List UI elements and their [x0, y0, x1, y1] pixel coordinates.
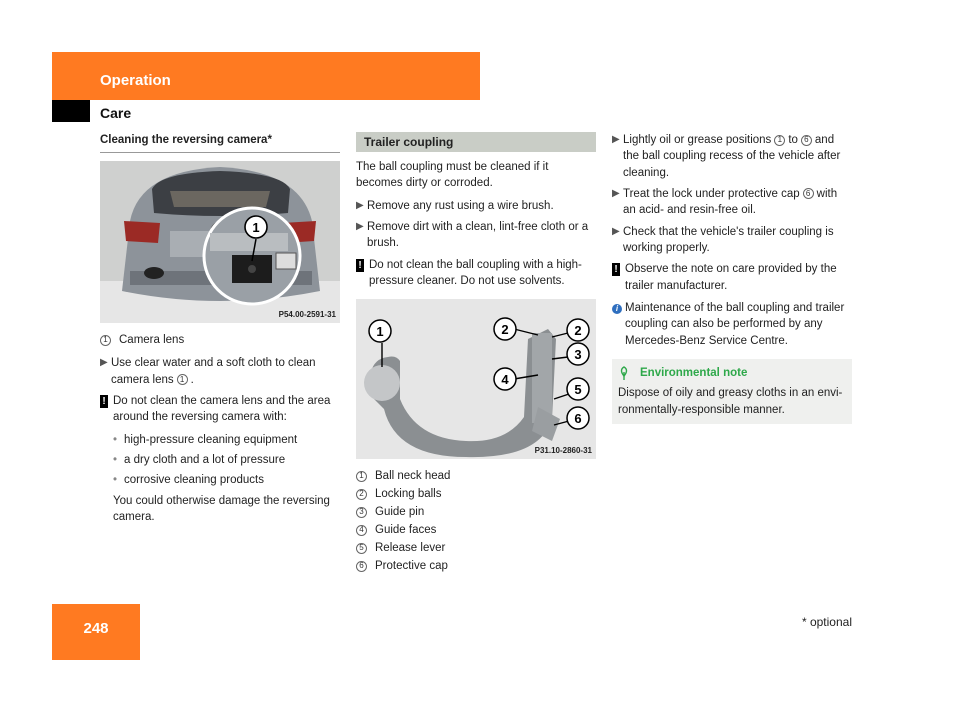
- legend-number: 2: [356, 489, 367, 500]
- camera-legend: [100, 331, 340, 349]
- bullet-text: corrosive cleaning products: [124, 474, 264, 487]
- instruction-step: [356, 219, 596, 252]
- step-arrow-icon: ▶: [612, 225, 620, 237]
- coupling-illustration: [356, 299, 596, 459]
- warning-text: Observe the note on care provided by the trailer manufacturer.: [625, 263, 837, 292]
- step-arrow-icon: ▶: [356, 199, 364, 211]
- legend-item: [356, 467, 596, 485]
- page-number: 248: [83, 620, 109, 637]
- legend-number: 1: [100, 335, 111, 346]
- instruction-step: [100, 355, 340, 388]
- warning-note: [612, 261, 852, 294]
- callout-3: 3: [574, 347, 582, 363]
- closing-text: You could otherwise damage the reversing camera.: [113, 494, 330, 523]
- warning-note: [356, 257, 596, 290]
- legend-item: [356, 485, 596, 503]
- info-note: [612, 300, 852, 349]
- instruction-step: [612, 186, 852, 219]
- callout-2b: 2: [574, 323, 582, 339]
- bullet-icon: •: [113, 433, 118, 446]
- photo-callout-1: 1: [252, 220, 260, 236]
- right-column: [612, 132, 852, 424]
- reversing-camera-photo: [100, 161, 340, 323]
- callout-6: 6: [574, 411, 582, 427]
- warning-icon: !: [100, 395, 108, 408]
- section-title: Operation: [100, 72, 171, 89]
- trailer-coupling-heading: Trailer coupling: [356, 132, 596, 152]
- legend-item: [356, 557, 596, 575]
- inline-number: 1: [774, 135, 785, 146]
- warning-note: [100, 393, 340, 426]
- bullet-item: [100, 452, 340, 468]
- middle-column: [356, 132, 596, 575]
- step-arrow-icon: ▶: [612, 187, 620, 199]
- step-arrow-icon: ▶: [612, 134, 620, 145]
- step-text: to: [788, 134, 798, 146]
- environmental-note-box: [612, 359, 852, 424]
- header-marker: [52, 100, 90, 122]
- warning-text: Do not clean the camera lens and the area around the reversing camera with:: [113, 394, 331, 424]
- step-text: Remove dirt with a clean, lint-free cloth or a brush.: [367, 220, 589, 250]
- step-arrow-icon: ▶: [356, 220, 364, 232]
- bullet-text: a dry cloth and a lot of pressure: [124, 453, 286, 466]
- bullet-icon: •: [113, 474, 118, 487]
- optional-footnote: * optional: [801, 615, 852, 629]
- callout-4: 4: [501, 372, 509, 388]
- instruction-step: [612, 224, 852, 257]
- trailer-coupling-photo: [356, 299, 596, 459]
- coupling-legend: [356, 467, 596, 575]
- legend-item: [100, 331, 340, 349]
- leaf-icon: [618, 366, 630, 380]
- legend-label: Locking balls: [375, 488, 442, 501]
- bullet-icon: •: [113, 453, 118, 466]
- legend-number: 6: [356, 561, 367, 572]
- legend-number: 5: [356, 543, 367, 554]
- legend-label: Guide faces: [375, 524, 437, 537]
- inline-number: 6: [803, 188, 814, 199]
- bullet-item: [100, 432, 340, 448]
- environmental-note-heading: [618, 365, 846, 381]
- left-column: [100, 132, 340, 531]
- camera-cleaning-heading: Cleaning the reversing camera*: [100, 132, 340, 153]
- legend-label: Release lever: [375, 542, 446, 555]
- instruction-step: [612, 132, 852, 181]
- info-icon: i: [612, 304, 622, 314]
- step-arrow-icon: ▶: [100, 357, 108, 369]
- photo-reference-code: P31.10-2860-31: [534, 445, 592, 455]
- legend-item: [356, 503, 596, 521]
- step-end: .: [190, 373, 194, 386]
- car-rear-illustration: [100, 161, 340, 323]
- info-text: Maintenance of the ball coupling and trailer coupling can also be performed by any Mercedes-Benz Service Centre.: [625, 301, 845, 347]
- legend-label: Camera lens: [119, 334, 185, 347]
- step-text: Check that the vehicle's trailer coupling is working properly.: [623, 225, 834, 254]
- legend-label: Ball neck head: [375, 470, 451, 483]
- step-text: Treat the lock under protective cap: [623, 187, 800, 200]
- intro-text: The ball coupling must be cleaned if it becomes dirty or corroded.: [356, 161, 549, 190]
- warning-text: Do not clean the ball coupling with a high-pressure cleaner. Do not use solvents.: [369, 258, 582, 287]
- warning-icon: !: [356, 259, 364, 272]
- step-text: Use clear water and a soft cloth to clean camera lens: [111, 357, 316, 386]
- environmental-note-title: Environmental note: [640, 366, 748, 379]
- page-number-box: [52, 604, 140, 660]
- environmental-note-text: Dispose of oily and greasy cloths in an envi-ronmentally-responsible manner.: [618, 387, 843, 416]
- step-text: Lightly oil or grease positions: [623, 134, 772, 146]
- legend-label: Guide pin: [375, 506, 425, 519]
- photo-reference-code: P54.00-2591-31: [278, 309, 336, 319]
- legend-number: 4: [356, 525, 367, 536]
- bullet-item: [100, 472, 340, 488]
- legend-item: [356, 539, 596, 557]
- instruction-step: [356, 198, 596, 214]
- legend-number: 3: [356, 507, 367, 518]
- callout-5: 5: [574, 382, 582, 398]
- callout-2a: 2: [501, 322, 509, 338]
- bullet-text: high-pressure cleaning equipment: [124, 433, 298, 446]
- legend-label: Protective cap: [375, 560, 448, 573]
- inline-number: 1: [177, 374, 188, 385]
- warning-icon: !: [612, 263, 620, 276]
- step-text: Remove any rust using a wire brush.: [367, 199, 554, 212]
- step-text: and the ball coupling recess of the vehicle after cleaning.: [623, 134, 841, 179]
- inline-number: 6: [801, 135, 812, 146]
- step-text: with an acid- and resin-free oil.: [623, 187, 838, 217]
- legend-item: [356, 521, 596, 539]
- subsection-title: Care: [100, 105, 132, 121]
- callout-1: 1: [376, 324, 384, 340]
- legend-number: 1: [356, 471, 367, 482]
